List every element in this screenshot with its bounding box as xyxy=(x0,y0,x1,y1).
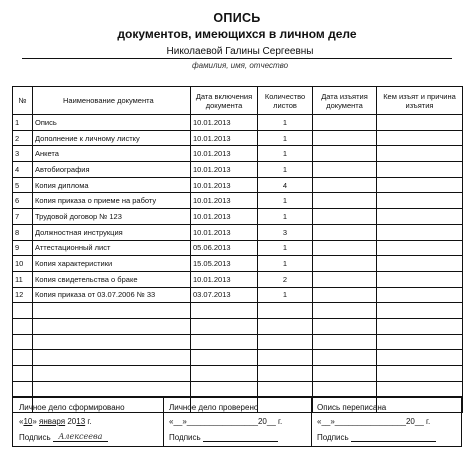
removed-by-reason xyxy=(377,366,463,382)
rewritten-sign-label: Подпись xyxy=(317,433,349,442)
sheet-count: 1 xyxy=(258,146,313,162)
row-number: 9 xyxy=(13,240,33,256)
removed-by-reason xyxy=(377,381,463,397)
document-name xyxy=(33,303,191,319)
removed-by-reason xyxy=(377,177,463,193)
table-row xyxy=(13,209,463,225)
table-row xyxy=(13,256,463,272)
table-row xyxy=(13,224,463,240)
date-removed xyxy=(313,334,377,350)
date-included xyxy=(191,350,258,366)
date-included: 15.05.2013 xyxy=(191,256,258,272)
sheet-count: 4 xyxy=(258,177,313,193)
formed-section xyxy=(13,398,164,446)
table-row xyxy=(13,381,463,397)
date-removed xyxy=(313,381,377,397)
document-name xyxy=(33,350,191,366)
date-removed xyxy=(313,130,377,146)
document-title: ОПИСЬ xyxy=(213,11,261,25)
table-row xyxy=(13,162,463,178)
table-body xyxy=(13,115,463,413)
column-header-number: № xyxy=(13,87,33,115)
date-included: 10.01.2013 xyxy=(191,177,258,193)
date-removed xyxy=(313,146,377,162)
row-number: 8 xyxy=(13,224,33,240)
row-number: 4 xyxy=(13,162,33,178)
formed-sign-label: Подпись xyxy=(19,433,51,442)
checked-title: Личное дело проверено xyxy=(169,403,259,412)
table-row xyxy=(13,287,463,303)
checked-sign-label: Подпись xyxy=(169,433,201,442)
column-header-sheet-count: Количество листов xyxy=(258,87,313,115)
date-included xyxy=(191,334,258,350)
document-name xyxy=(33,318,191,334)
row-number xyxy=(13,381,33,397)
date-removed xyxy=(313,240,377,256)
sheet-count xyxy=(258,303,313,319)
column-header-document-name: Наименование документа xyxy=(33,87,191,115)
date-included: 10.01.2013 xyxy=(191,193,258,209)
document-name xyxy=(33,334,191,350)
removed-by-reason xyxy=(377,240,463,256)
document-name: Опись xyxy=(33,115,191,131)
date-included: 10.01.2013 xyxy=(191,224,258,240)
date-included: 10.01.2013 xyxy=(191,146,258,162)
removed-by-reason xyxy=(377,287,463,303)
formed-day: 10 xyxy=(23,417,33,426)
removed-by-reason xyxy=(377,334,463,350)
date-removed xyxy=(313,271,377,287)
table-row xyxy=(13,303,463,319)
date-removed xyxy=(313,209,377,225)
column-header-date-included: Дата включения документа xyxy=(191,87,258,115)
date-included xyxy=(191,318,258,334)
date-included: 10.01.2013 xyxy=(191,115,258,131)
owner-name-hint: фамилия, имя, отчество xyxy=(191,61,289,70)
checked-section xyxy=(163,398,312,446)
rewritten-section xyxy=(311,398,461,446)
date-included: 05.06.2013 xyxy=(191,240,258,256)
table-row xyxy=(13,146,463,162)
formed-signature-line xyxy=(19,432,108,442)
row-number xyxy=(13,318,33,334)
row-number: 11 xyxy=(13,271,33,287)
row-number: 7 xyxy=(13,209,33,225)
document-name: Дополнение к личному листку xyxy=(33,130,191,146)
removed-by-reason xyxy=(377,209,463,225)
document-name: Автобиография xyxy=(33,162,191,178)
sheet-count xyxy=(258,318,313,334)
formed-signature: Алексеева xyxy=(58,432,103,441)
row-number xyxy=(13,366,33,382)
formed-date: «10» января 2013 г. xyxy=(19,417,92,426)
row-number xyxy=(13,303,33,319)
footer-signoff-box xyxy=(12,397,462,447)
rewritten-date: «__»________________20__ г. xyxy=(317,417,431,426)
date-included xyxy=(191,366,258,382)
document-name: Копия диплома xyxy=(33,177,191,193)
document-name xyxy=(33,366,191,382)
table-row xyxy=(13,115,463,131)
date-included xyxy=(191,381,258,397)
document-name: Копия свидетельства о браке xyxy=(33,271,191,287)
date-included: 10.01.2013 xyxy=(191,130,258,146)
table-row xyxy=(13,240,463,256)
document-name: Копия приказа от 03.07.2006 № 33 xyxy=(33,287,191,303)
row-number: 10 xyxy=(13,256,33,272)
document-name: Аттестационный лист xyxy=(33,240,191,256)
table-row xyxy=(13,334,463,350)
removed-by-reason xyxy=(377,115,463,131)
document-name xyxy=(33,381,191,397)
date-included: 10.01.2013 xyxy=(191,162,258,178)
sheet-count xyxy=(258,381,313,397)
date-removed xyxy=(313,256,377,272)
formed-month: января xyxy=(39,417,66,426)
row-number: 6 xyxy=(13,193,33,209)
owner-name: Николаевой Галины Сергеевны xyxy=(166,46,314,57)
sheet-count xyxy=(258,350,313,366)
date-removed xyxy=(313,366,377,382)
owner-name-underline xyxy=(22,58,452,59)
table-row xyxy=(13,366,463,382)
date-removed xyxy=(313,287,377,303)
removed-by-reason xyxy=(377,271,463,287)
row-number xyxy=(13,334,33,350)
removed-by-reason xyxy=(377,193,463,209)
sheet-count: 1 xyxy=(258,209,313,225)
removed-by-reason xyxy=(377,130,463,146)
sheet-count: 1 xyxy=(258,287,313,303)
table-row xyxy=(13,271,463,287)
removed-by-reason xyxy=(377,318,463,334)
formed-title: Личное дело сформировано xyxy=(19,403,125,412)
date-removed xyxy=(313,162,377,178)
row-number: 3 xyxy=(13,146,33,162)
table-row xyxy=(13,350,463,366)
document-name: Копия характеристики xyxy=(33,256,191,272)
date-removed xyxy=(313,115,377,131)
column-header-removed-by-reason: Кем изъят и причина изъятия xyxy=(377,87,463,115)
document-name: Должностная инструкция xyxy=(33,224,191,240)
document-subtitle: документов, имеющихся в личном деле xyxy=(117,27,357,41)
sheet-count xyxy=(258,334,313,350)
checked-signature-line xyxy=(169,432,278,442)
sheet-count: 1 xyxy=(258,256,313,272)
date-removed xyxy=(313,224,377,240)
row-number: 5 xyxy=(13,177,33,193)
sheet-count: 1 xyxy=(258,193,313,209)
row-number: 2 xyxy=(13,130,33,146)
date-removed xyxy=(313,303,377,319)
removed-by-reason xyxy=(377,303,463,319)
column-header-date-removed: Дата изъятия документа xyxy=(313,87,377,115)
rewritten-title: Опись переписана xyxy=(317,403,387,412)
table-row xyxy=(13,193,463,209)
row-number: 1 xyxy=(13,115,33,131)
sheet-count xyxy=(258,366,313,382)
table-row xyxy=(13,130,463,146)
row-number: 12 xyxy=(13,287,33,303)
date-removed xyxy=(313,350,377,366)
removed-by-reason xyxy=(377,224,463,240)
table-row xyxy=(13,177,463,193)
date-included: 10.01.2013 xyxy=(191,271,258,287)
removed-by-reason xyxy=(377,256,463,272)
checked-date: «__»________________20__ г. xyxy=(169,417,283,426)
sheet-count: 2 xyxy=(258,271,313,287)
date-removed xyxy=(313,193,377,209)
removed-by-reason xyxy=(377,146,463,162)
sheet-count: 1 xyxy=(258,130,313,146)
date-removed xyxy=(313,318,377,334)
row-number xyxy=(13,350,33,366)
document-name: Анкета xyxy=(33,146,191,162)
sheet-count: 1 xyxy=(258,115,313,131)
sheet-count: 3 xyxy=(258,224,313,240)
removed-by-reason xyxy=(377,162,463,178)
date-removed xyxy=(313,177,377,193)
date-included: 10.01.2013 xyxy=(191,209,258,225)
date-included: 03.07.2013 xyxy=(191,287,258,303)
sheet-count: 1 xyxy=(258,240,313,256)
table-row xyxy=(13,318,463,334)
table-header-row xyxy=(13,87,463,115)
documents-inventory-table xyxy=(12,86,463,413)
rewritten-signature-line xyxy=(317,432,436,442)
document-name: Копия приказа о приеме на работу xyxy=(33,193,191,209)
date-included xyxy=(191,303,258,319)
document-name: Трудовой договор № 123 xyxy=(33,209,191,225)
sheet-count: 1 xyxy=(258,162,313,178)
formed-year: 13 xyxy=(76,417,86,426)
removed-by-reason xyxy=(377,350,463,366)
